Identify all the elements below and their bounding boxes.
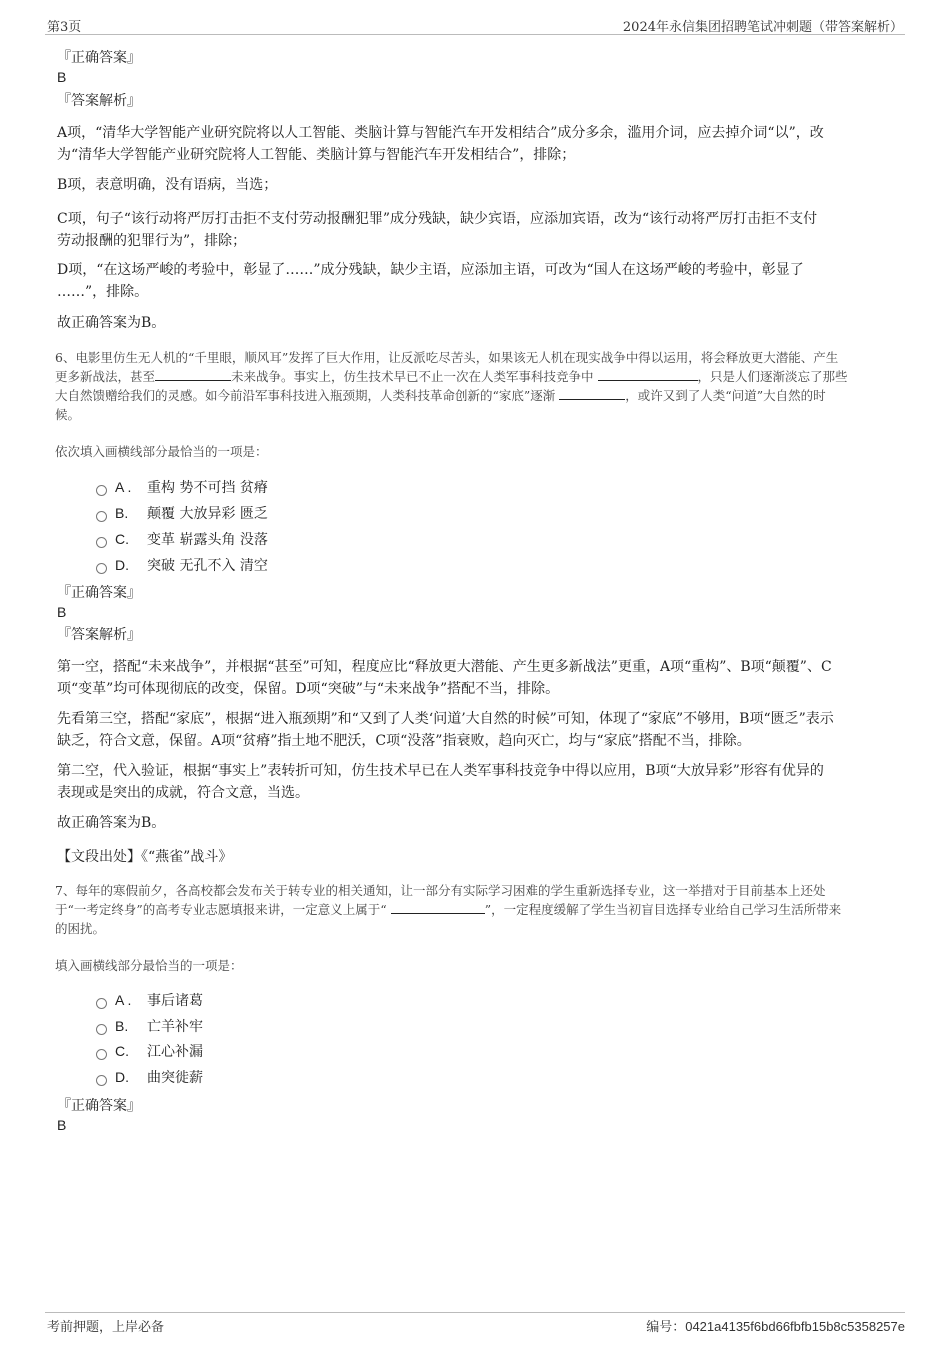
- q5-a-line-2: 为“清华大学智能产业研究院将人工智能、类脑计算与智能汽车开发相结合”，排除；: [57, 147, 576, 163]
- blank-1: [391, 900, 485, 914]
- q5-c-line-2: 劳动报酬的犯罪行为”，排除；: [57, 233, 247, 249]
- q6-p2-line-2: 缺乏，符合文意，保留。A项“贫瘠”指土地不肥沃，C项“没落”指衰败，趋向灭亡，均与“家底”搭配不当，排除。: [57, 733, 751, 749]
- q7-prompt: 填入画横线部分最恰当的一项是：: [55, 958, 243, 973]
- q6-option-a[interactable]: A . 重构 势不可挡 贫瘠: [96, 477, 268, 498]
- q5-analysis-b: B项，表意明确，没有语病，当选；: [57, 177, 278, 193]
- radio-icon[interactable]: [96, 1075, 107, 1086]
- q6-option-c[interactable]: C. 变革 崭露头角 没落: [96, 529, 268, 550]
- q5-c-line-1: C项，句子“该行动将严厉打击拒不支付劳动报酬犯罪”成分残缺，缺少宾语，应添加宾语，改为“该行动将严厉打击拒不支付: [57, 211, 818, 227]
- q5-answer: B: [57, 69, 67, 85]
- blank-1: [155, 367, 231, 381]
- q7-stem: [55, 881, 897, 938]
- q6-prompt: 依次填入画横线部分最恰当的一项是：: [55, 444, 268, 459]
- footer-code-label: 编号：: [646, 1320, 686, 1335]
- q5-conclusion: 故正确答案为B。: [57, 315, 166, 331]
- q6-analysis-p3: [57, 760, 887, 804]
- footer-code: [646, 1316, 905, 1335]
- footer-slogan: 考前押题，上岸必备: [47, 1320, 165, 1335]
- q7-answer-label: 『正确答案』: [57, 1098, 141, 1114]
- radio-icon[interactable]: [96, 511, 107, 522]
- q6-stem-line-4: 候。: [55, 407, 81, 422]
- q5-analysis-a: [57, 122, 887, 166]
- q6-stem-line-3: 大自然馈赠给我们的灵感。如今前沿军事科技进入瓶颈期，人类科技革命创新的“家底”逐渐 ，或许又到了人类“问道”大自然的时: [55, 388, 826, 403]
- radio-icon[interactable]: [96, 998, 107, 1009]
- q6-stem: [55, 348, 897, 424]
- q7-option-a[interactable]: A . 事后诸葛: [96, 990, 203, 1011]
- radio-icon[interactable]: [96, 1024, 107, 1035]
- q7-option-b[interactable]: B. 亡羊补牢: [96, 1016, 203, 1037]
- q5-analysis-d: [57, 259, 887, 303]
- q6-conclusion: 故正确答案为B。: [57, 815, 166, 831]
- q7-option-c[interactable]: C. 江心补漏: [96, 1041, 203, 1062]
- q6-option-b[interactable]: B. 颠覆 大放异彩 匮乏: [96, 503, 268, 524]
- q6-p1-line-2: 项“变革”均可体现彻底的改变，保留。D项“突破”与“未来战争”搭配不当，排除。: [57, 681, 560, 697]
- q5-d-line-2: ……”，排除。: [57, 284, 149, 300]
- q6-p2-line-1: 先看第三空，搭配“家底”，根据“进入瓶颈期”和“又到了人类‘问道’大自然的时候”可知，体现了“家底”不够用，B项“匮乏”表示: [57, 711, 834, 727]
- page-footer: [45, 1312, 905, 1335]
- q7-answer: B: [57, 1117, 67, 1133]
- q7-stem-line-1: 7、每年的寒假前夕，各高校都会发布关于转专业的相关通知，让一部分有实际学习困难的学生重新选择专业，这一举措对于目前基本上还处: [55, 883, 826, 898]
- q6-p3-line-2: 表现或是突出的成就，符合文意，当选。: [57, 785, 309, 801]
- radio-icon[interactable]: [96, 485, 107, 496]
- q6-stem-line-2: 更多新战法，甚至 未来战争。事实上，仿生技术早已不止一次在人类军事科技竞争中 ，只是人们逐渐淡忘了那些: [55, 369, 848, 384]
- q6-source: 【文段出处】《“燕雀”战斗》: [57, 849, 233, 865]
- q5-d-line-1: D项，“在这场严峻的考验中，彰显了……”成分残缺，缺少主语，应添加主语，可改为“国人在这场严峻的考验中，彰显了: [57, 262, 804, 278]
- q6-option-d[interactable]: D. 突破 无孔不入 清空: [96, 555, 268, 576]
- footer-code-value: 0421a4135f6bd66fbfb15b8c5358257e: [685, 1319, 905, 1334]
- radio-icon[interactable]: [96, 537, 107, 548]
- q6-answer: B: [57, 604, 67, 620]
- q5-analysis-label: 『答案解析』: [57, 93, 141, 109]
- blank-2: [598, 367, 698, 381]
- q7-stem-line-3: 的困扰。: [55, 921, 106, 936]
- q5-a-line-1: A项，“清华大学智能产业研究院将以人工智能、类脑计算与智能汽车开发相结合”成分多余，滥用介词，应去掉介词“以”，改: [57, 125, 824, 141]
- radio-icon[interactable]: [96, 1049, 107, 1060]
- page-number: 第3页: [47, 20, 82, 35]
- blank-3: [559, 386, 625, 400]
- q6-analysis-p1: [57, 656, 887, 700]
- q7-stem-line-2: 于“一考定终身”的高考专业志愿填报来讲，一定意义上属于“ ”，一定程度缓解了学生当初盲目选择专业给自己学习生活所带来: [55, 902, 842, 917]
- q6-analysis-p2: [57, 708, 887, 752]
- q6-p3-line-1: 第二空，代入验证，根据“事实上”表转折可知，仿生技术早已在人类军事科技竞争中得以应用，B项“大放异彩”形容有优异的: [57, 763, 824, 779]
- radio-icon[interactable]: [96, 563, 107, 574]
- q7-option-d[interactable]: D. 曲突徙薪: [96, 1067, 203, 1088]
- page-header: [45, 14, 905, 35]
- q5-answer-label: 『正确答案』: [57, 50, 141, 66]
- q6-answer-label: 『正确答案』: [57, 585, 141, 601]
- q5-analysis-c: [57, 208, 887, 252]
- q6-p1-line-1: 第一空，搭配“未来战争”，并根据“甚至”可知，程度应比“释放更大潜能、产生更多新战法”更重，A项“重构”、B项“颠覆”、C: [57, 659, 832, 675]
- q6-stem-line-1: 6、电影里仿生无人机的“千里眼，顺风耳”发挥了巨大作用，让反派吃尽苦头，如果该无人机在现实战争中得以运用，将会释放更大潜能、产生: [55, 350, 839, 365]
- q6-analysis-label: 『答案解析』: [57, 627, 141, 643]
- document-title: 2024年永信集团招聘笔试冲刺题（带答案解析）: [622, 20, 903, 35]
